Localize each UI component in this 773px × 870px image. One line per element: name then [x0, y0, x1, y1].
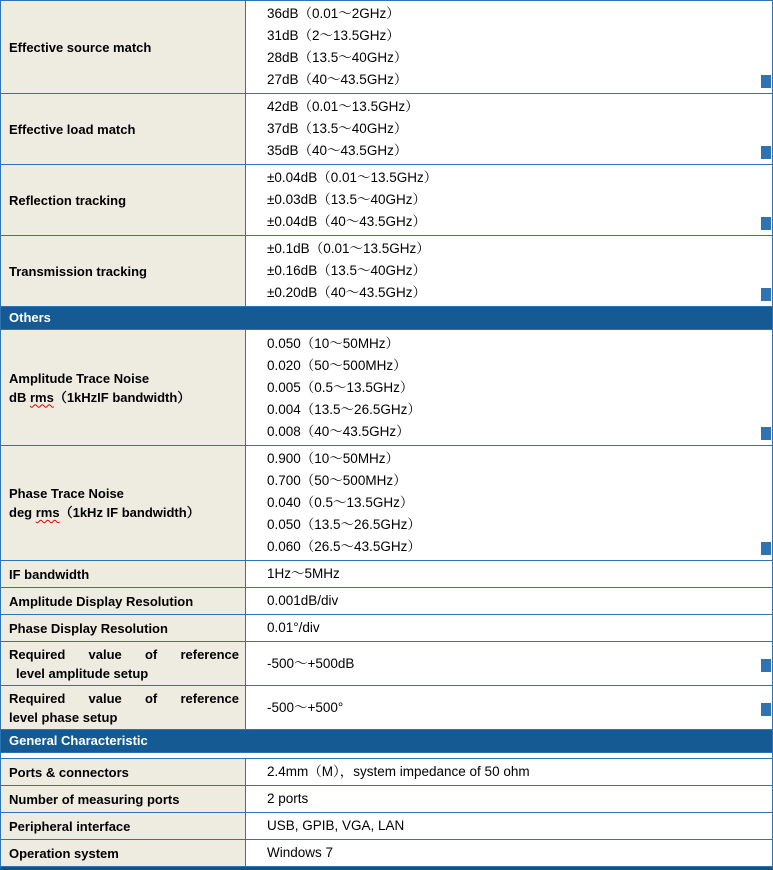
table-row-ref-level-amplitude	[1, 642, 772, 686]
spec-label-text: Transmission tracking	[9, 263, 147, 279]
spec-label	[1, 165, 246, 235]
spec-label	[1, 686, 246, 729]
table-row-effective-source-match	[1, 1, 772, 94]
spec-values	[246, 1, 772, 93]
spec-label	[1, 615, 246, 641]
row-end-mark	[761, 288, 771, 301]
spec-value-line: 0.001dB/div	[267, 593, 339, 608]
spec-value-line: 2 ports	[267, 791, 309, 806]
spec-label-line2: dB rms（1kHzIF bandwidth）	[9, 389, 191, 405]
spec-label	[1, 813, 246, 839]
spec-value-line: -500～+500°	[267, 699, 344, 715]
spec-label-text: Operation system	[9, 845, 119, 861]
spec-label	[1, 446, 246, 560]
spec-label	[1, 1, 246, 93]
table-row-ref-level-phase	[1, 686, 772, 730]
spec-value-line: 0.050（10～50MHz）	[267, 335, 400, 351]
spec-value-line: 0.060（26.5～43.5GHz）	[267, 539, 421, 554]
spec-value-line: ±0.04dB（40～43.5GHz）	[267, 214, 426, 229]
spec-values	[246, 94, 772, 164]
spec-value-line: 0.004（13.5～26.5GHz）	[267, 401, 421, 417]
spec-value-line: 0.900（10～50MHz）	[267, 451, 400, 466]
spec-values	[246, 561, 772, 587]
row-end-mark	[761, 75, 771, 88]
spec-label	[1, 94, 246, 164]
row-end-mark	[761, 217, 771, 230]
spec-label-line1: Amplitude Trace Noise	[9, 370, 150, 386]
table-row-amplitude-display-resolution	[1, 588, 772, 615]
spec-label	[1, 236, 246, 306]
spec-value-line: 36dB（0.01～2GHz）	[267, 6, 400, 21]
spec-value-line: USB, GPIB, VGA, LAN	[267, 818, 405, 833]
table-row-transmission-tracking	[1, 236, 772, 307]
row-end-mark	[761, 703, 771, 716]
spec-label-line2: level amplitude setup	[16, 665, 149, 681]
spec-label-text: Effective load match	[9, 121, 136, 137]
spec-label-line1: Phase Trace Noise	[9, 486, 124, 501]
table-row-ports-connectors	[1, 759, 772, 786]
spec-value-line: 0.040（0.5～13.5GHz）	[267, 495, 414, 510]
spec-value-line: 0.050（13.5～26.5GHz）	[267, 517, 421, 532]
spec-value-line: ±0.03dB（13.5～40GHz）	[267, 192, 426, 207]
spec-label	[1, 642, 246, 685]
spec-label-line2: deg rms（1kHz IF bandwidth）	[9, 505, 200, 520]
spec-value-line: Windows 7	[267, 845, 334, 860]
spec-values	[246, 446, 772, 560]
row-end-mark	[761, 659, 771, 672]
table-row-phase-display-resolution	[1, 615, 772, 642]
spec-value-line: -500～+500dB	[267, 655, 355, 671]
spec-label-text: Ports & connectors	[9, 764, 129, 780]
table-row-amplitude-trace-noise	[1, 330, 772, 446]
spec-value-line: ±0.04dB（0.01～13.5GHz）	[267, 170, 438, 185]
spec-label-line1: Required value of reference	[9, 690, 239, 706]
spec-values	[246, 588, 772, 614]
spec-value-line: 0.700（50～500MHz）	[267, 473, 407, 488]
spec-value-line: 0.005（0.5～13.5GHz）	[267, 379, 414, 395]
spec-value-line: 31dB（2～13.5GHz）	[267, 28, 400, 43]
spec-label	[1, 840, 246, 866]
spec-values	[246, 840, 772, 866]
table-row-peripheral-interface	[1, 813, 772, 840]
spec-label-text: Amplitude Display Resolution	[9, 593, 194, 609]
spec-label-line2: level phase setup	[9, 709, 118, 725]
spec-label-text: Effective source match	[9, 39, 152, 55]
spec-label-line1: Required value of reference	[9, 646, 239, 662]
spec-value-line: 0.008（40～43.5GHz）	[267, 423, 410, 439]
spec-value-line: 37dB（13.5～40GHz）	[267, 121, 408, 136]
table-row-operation-system	[1, 840, 772, 867]
spec-value-line: 0.020（50～500MHz）	[267, 357, 407, 373]
spec-value-line: 42dB（0.01～13.5GHz）	[267, 99, 419, 114]
spec-values	[246, 165, 772, 235]
spec-value-line: 2.4mm（M），system impedance of 50 ohm	[267, 764, 530, 779]
table-row-if-bandwidth	[1, 561, 772, 588]
spec-values	[246, 330, 772, 445]
spec-values	[246, 786, 772, 812]
spec-values	[246, 686, 772, 729]
spec-value-line: 35dB（40～43.5GHz）	[267, 143, 408, 158]
spec-label	[1, 588, 246, 614]
spec-values	[246, 759, 772, 785]
spec-value-line: ±0.16dB（13.5～40GHz）	[267, 263, 426, 278]
spec-label-text: Reflection tracking	[9, 192, 127, 208]
section-header-others: Others	[1, 307, 772, 330]
misspelled-word: rms	[29, 389, 54, 405]
spec-label	[1, 561, 246, 587]
spec-values	[246, 642, 772, 685]
row-end-mark	[761, 542, 771, 555]
spec-value-line: ±0.20dB（40～43.5GHz）	[267, 285, 426, 300]
spec-values	[246, 813, 772, 839]
spec-value-line: 28dB（13.5～40GHz）	[267, 50, 408, 65]
spec-values	[246, 236, 772, 306]
spec-values	[246, 615, 772, 641]
row-end-mark	[761, 427, 771, 440]
table-row-effective-load-match	[1, 94, 772, 165]
spec-label-text: Peripheral interface	[9, 818, 131, 834]
spec-label-text: Phase Display Resolution	[9, 620, 168, 636]
spec-value-line: 27dB（40～43.5GHz）	[267, 72, 408, 87]
misspelled-word: rms	[35, 505, 60, 520]
spec-value-line: ±0.1dB（0.01～13.5GHz）	[267, 241, 430, 256]
spec-label	[1, 759, 246, 785]
spec-label-text: Number of measuring ports	[9, 791, 180, 807]
spec-value-line: 1Hz～5MHz	[267, 566, 340, 581]
table-row-number-of-measuring-ports	[1, 786, 772, 813]
table-row-phase-trace-noise	[1, 446, 772, 561]
row-end-mark	[761, 146, 771, 159]
table-row-reflection-tracking	[1, 165, 772, 236]
spec-value-line: 0.01°/div	[267, 620, 320, 635]
spec-label	[1, 330, 246, 445]
spec-label-text: IF bandwidth	[9, 566, 90, 582]
section-header-general-characteristic: General Characteristic	[1, 730, 772, 753]
spec-label	[1, 786, 246, 812]
